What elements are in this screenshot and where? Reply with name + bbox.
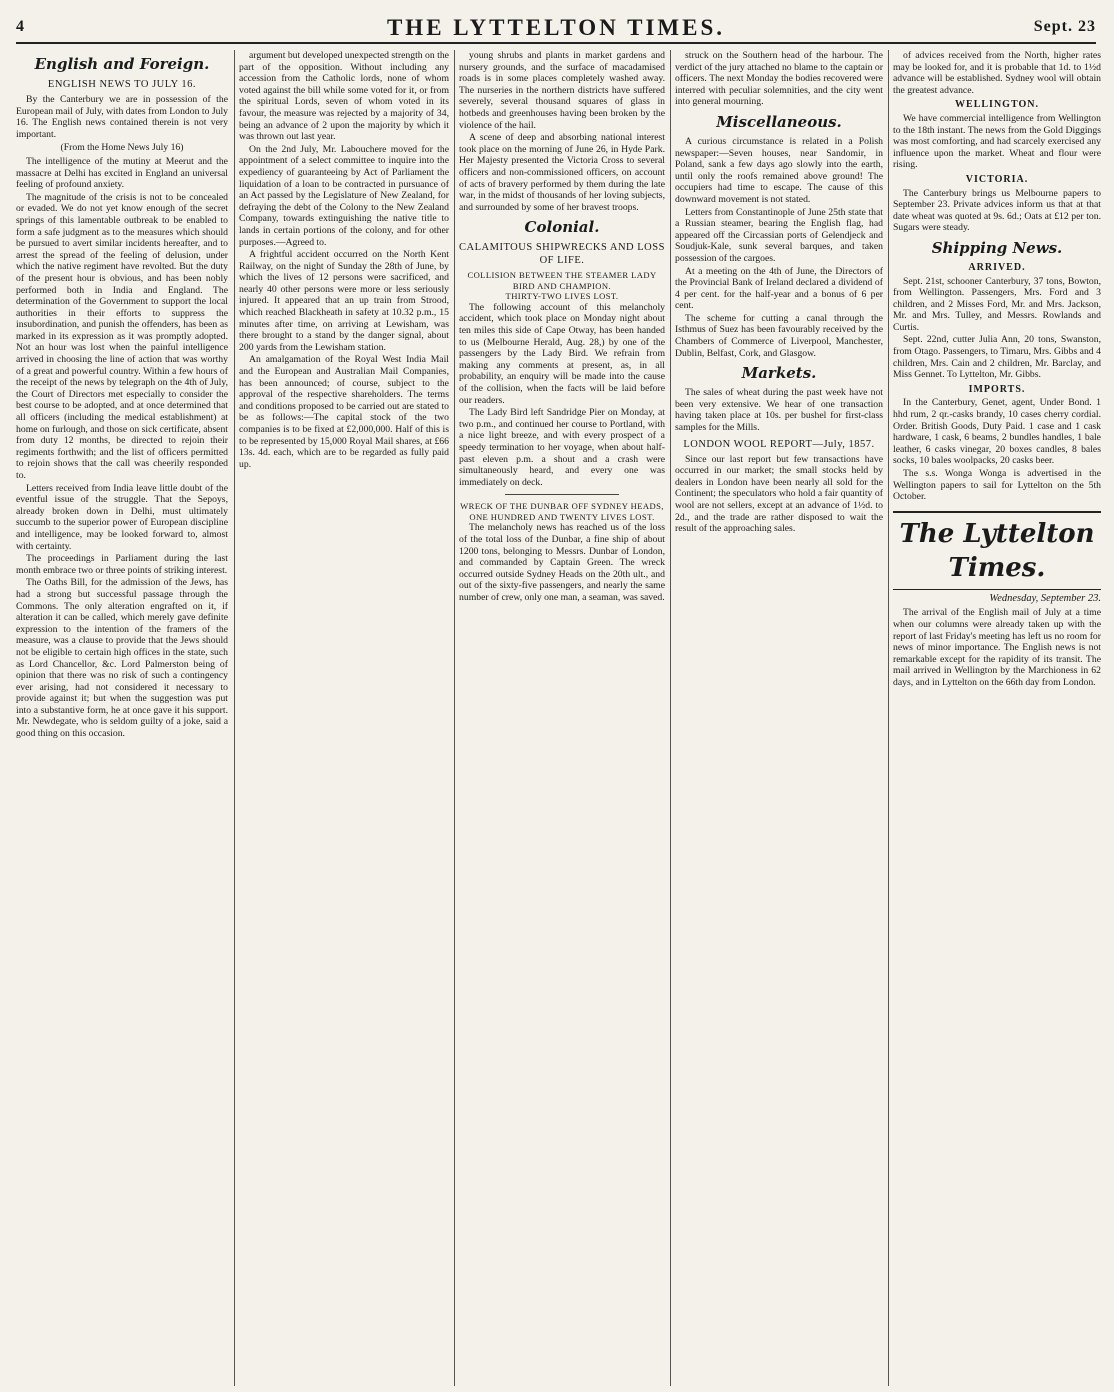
columns xyxy=(16,50,1100,1386)
issue-date: Sept. 23 xyxy=(1033,18,1096,35)
place-heading: VICTORIA. xyxy=(965,173,1029,185)
paragraph: At a meeting on the 4th of June, the Directors of the Provincial Bank of Ireland declared a dividend of 4 per cent. for the half-year and a bonus of 6 per cent. xyxy=(675,265,883,312)
paragraph: We have commercial intelligence from Wellington to the 18th instant. The news from the Gold Diggings was most comforting, and had scarcely exercised any influence upon the market. Wheat and flour were rising. xyxy=(893,112,1101,171)
paragraph: The Lady Bird left Sandridge Pier on Monday, at two p.m., and continued her course to Portland, with a nice light breeze, and with every prospect of a speedy termination to her voyage, when about half-past eleven p.m. a shout and a crash were simultaneously heard, and every one was immediately on deck. xyxy=(459,407,665,488)
article-subheadline: COLLISION BETWEEN THE STEAMER LADY BIRD AND CHAMPION. xyxy=(467,270,657,291)
paragraph: The arrival of the English mail of July at a time when our columns were already taken up with the report of last Friday's meeting has left us no room for news of minor importance. The English news is not remarkable except for the rapidity of its transit. The mail arrived in Wellington by the Marchioness in 62 days, and in Lyttelton on the 66th day from London. xyxy=(893,607,1101,688)
paragraph: The s.s. Wonga Wonga is advertised in the Wellington papers to sail for Lyttelton on the 5th October. xyxy=(893,468,1101,503)
paragraph: On the 2nd July, Mr. Labouchere moved for the appointment of a select committee to inquire into the expediency of guaranteeing by Act of Parliament the liquidation of a loan to be contracted in pursuance of an Act passed by the Legislature of New Zealand, for defraying the debt of the Colony to the New Zealand Company, towards extinguishing the native title to lands in certain portions of the colony, and for other purposes.—Agreed to. xyxy=(239,143,449,248)
paragraph: The proceedings in Parliament during the last month embrace two or three points of striking interest. xyxy=(16,553,228,576)
paragraph: The magnitude of the crisis is not to be concealed or evaded. We do not yet know enough of the secret springs of this lamentable outbreak to be enabled to form a safe judgment as to the measures which should be pursued to avert similar incidents hereafter, and to arrest the spread of the feeling of delusion, under which the native regiment have revolted. But the duty of the present hour is obvious, and has been nobly performed both in India and England. The determination of the Government to support the local authorities in their efforts to suppress the insubordination, and punish the offenders, has been as marked in its expression as it was promptly adopted. Not an hour was lost when the painful intelligence arrived in choosing the line of action that was worthy of a great and powerful country. Within a few hours of the receipt of the news by telegraph on the 4th of July, the Court of Directors met especially to consider the best course to be adopted, and at once determined that all officers (including the medical establishment) at home on furlough, and those on sick certificate, absent from duty 12 months, be directed to rejoin their regiments forthwith; and the list of officers permitted to rejoin shows that the call was cheerily responded to. xyxy=(16,191,228,481)
paragraph: The sales of wheat during the past week have not been very extensive. We hear of one transaction having taken place at 10s. per bushel for first-class samples for the Mills. xyxy=(675,387,883,434)
paragraph: Sept. 21st, schooner Canterbury, 37 tons, Bowton, from Wellington. Passengers, Mrs. Ford and 3 children, and 2 Misses Ford, Mr. and Mrs. Jackson, Mr. and Mrs. Tulley, and Messrs. Rowlands and Curtis. xyxy=(893,275,1101,333)
paragraph: The following account of this melancholy accident, which took place on Monday night about ten miles this side of Cape Otway, has been handed to us (Melbourne Herald, Aug. 28,) by one of the passengers by the Lady Bird. We refrain from making any comments at present, as, in all probability, an enquiry will be made into the cause of the collision, when the facts will be laid before our readers. xyxy=(459,301,665,406)
column-5 xyxy=(888,50,1101,1386)
paragraph: struck on the Southern head of the harbour. The verdict of the jury attached no blame to the captain or officers. The next Monday the bodies recovered were interred with peculiar solemnities, and the city went into general mourning. xyxy=(675,50,883,108)
column-2 xyxy=(234,50,453,1386)
divider xyxy=(505,494,618,495)
editorial-dateline: Wednesday, September 23. xyxy=(989,592,1101,604)
subsection-arrived: ARRIVED. xyxy=(968,261,1026,273)
paragraph: The Oaths Bill, for the admission of the Jews, has had a strong but successful passage through the Commons. The only alteration engrafted on it, if alteration it can be called, which merely gave definite expression to the intention of the framers of the measure, was a clause to provide that the Jews should not be eligible to certain high offices in the state, such as Lord Chancellor, &c. Lord Palmerston being of opinion that there was no risk of such a contingency ever arising, had not considered it necessary to provide against it; but when the suggestion was put into a substantive form, he at once gave it his support. Mr. Newdegate, who is seldom guilty of a joke, said a good thing on this occasion. xyxy=(16,577,228,740)
paragraph: argument but developed unexpected strength on the part of the opposition. Without including any accession from the Catholic lords, none of whom voted against the bill while some voted for it, or from the spiritual Lords, seven of whom voted in its favour, the measure was rejected by a majority of 34, being an advance of 2 upon the majority by which it was thrown out last year. xyxy=(239,50,449,143)
paragraph: The intelligence of the mutiny at Meerut and the massacre at Delhi has excited in England an universal feeling of profound anxiety. xyxy=(16,155,228,191)
subsection-imports: IMPORTS. xyxy=(968,383,1026,395)
paragraph: Since our last report but few transactions have occurred in our market; the small stocks held by dealers in London have been nearly all sold for the Continent; the speculators who hold a fair quantity of wool are not sellers, except at an advance of 1½d. to 2d., and the trade are rather disposed to wait the result of the approaching sales. xyxy=(675,453,883,535)
article-subheadline: THIRTY-TWO LIVES LOST. xyxy=(505,291,619,302)
paragraph: By the Canterbury we are in possession of the European mail of July, with dates from London to July 16. The English news contained therein is not very important. xyxy=(16,94,228,140)
paragraph: The scheme for cutting a canal through the Isthmus of Suez has been favourably received by the Chambers of Commerce of Liverpool, Manchester, Dublin, Belfast, Cork, and Glasgow. xyxy=(675,312,883,359)
paragraph: The melancholy news has reached us of the loss of the total loss of the Dunbar, a fine ship of about 1200 tons, belonging to Messrs. Dunbar of London, and commanded by Captain Green. The wreck occurred outside Sydney Heads on the 20th ult., and out of the sixty-five passengers, and nearly the same number of crew, only one man, a seaman, was saved. xyxy=(459,522,665,603)
section-heading-miscellaneous: Miscellaneous. xyxy=(716,112,842,131)
paragraph: young shrubs and plants in market gardens and nursery grounds, and the surface of macadamised roads is in some places completely washed away. The nurseries in the northern districts have suffered severely, several thousand squares of glass in hotbeds and greenhouses having been broken by the violence of the hail. xyxy=(459,50,665,131)
paragraph: The Canterbury brings us Melbourne papers to September 23. Private advices inform us that at that date wheat was quoted at 9s. 6d.; Oats at £12 per ton. Sugars were steady. xyxy=(893,187,1101,234)
article-headline: WRECK OF THE DUNBAR OFF SYDNEY HEADS, ONE HUNDRED AND TWENTY LIVES LOST. xyxy=(460,501,664,522)
section-heading-markets: Markets. xyxy=(741,364,817,383)
paragraph: Letters received from India leave little doubt of the eventful issue of the struggle. That the Sepoys, already broken down in Delhi, must ultimately succumb to the superior power of European discipline and intelligence, may be looked forward to, almost with certainty. xyxy=(16,482,228,552)
column-4 xyxy=(670,50,887,1386)
article-headline: LONDON WOOL REPORT—July, 1857. xyxy=(683,438,875,450)
section-heading-english-foreign: English and Foreign. xyxy=(34,55,210,73)
article-headline: ENGLISH NEWS TO JULY 16. xyxy=(47,79,197,90)
paragraph: A curious circumstance is related in a Polish newspaper:—Seven houses, near Sandomir, in Poland, sank a few days ago slowly into the earth, until only the roofs remained above ground! The occupiers had time to escape. The cause of this downward movement is not stated. xyxy=(675,135,883,205)
page-number: 4 xyxy=(16,18,24,35)
masthead xyxy=(16,12,1096,44)
article-headline: CALAMITOUS SHIPWRECKS AND LOSS OF LIFE. xyxy=(459,242,665,267)
section-heading-shipping-news: Shipping News. xyxy=(931,238,1063,257)
section-heading-colonial: Colonial. xyxy=(524,218,600,237)
editorial-title: The Lyttelton Times. xyxy=(893,511,1101,590)
paragraph: A scene of deep and absorbing national interest took place on the morning of June 26, in Hyde Park. Her Majesty presented the Victoria Cross to several officers and non-commissioned officers, on account of acts of bravery performed by them during the late war, in the midst of thousands of her loving subjects, and surrounded by some of her bravest troops. xyxy=(459,132,665,213)
source-line: (From the Home News July 16) xyxy=(60,142,184,154)
paragraph: A frightful accident occurred on the North Kent Railway, on the night of Sunday the 28th of June, by which the lives of 12 persons were sacrificed, and nearly 40 other persons were more or less seriously injured. It appeared that an up train from Strood, which reached Blackheath in safety at 10.32 p.m., 15 minutes after time, on arriving at Lewisham, was there brought to a stand by the danger signal, about 200 yards from the Lewisham station. xyxy=(239,249,449,353)
column-3 xyxy=(454,50,669,1386)
paragraph: Letters from Constantinople of June 25th state that a Russian steamer, bearing the English flag, had appeared off the Circassian ports of Gelendjeck and Soudjuk-Kale, sunk several barques, and taken possession of the cargoes. xyxy=(675,206,883,264)
paragraph: In the Canterbury, Genet, agent, Under Bond. 1 hhd rum, 2 qr.-casks brandy, 10 cases cherry cordial. Order. British Goods, Duty Paid. 1 case and 1 cask hardware, 1 cask, 6 beams, 2 bundles handles, 1 bale leather, 6 casks vinegar, 20 boxes candles, 8 bales socks, 10 bales woolpacks, 20 casks beer. xyxy=(893,397,1101,467)
paragraph: Sept. 22nd, cutter Julia Ann, 20 tons, Swanston, from Otago. Passengers, to Timaru, Mrs. Gibbs and 4 children, Mrs. Cain and 2 children, Mr. Barclay, and Miss Gennet. To Lyttelton, Mr. Gibbs. xyxy=(893,334,1101,381)
newspaper-title: THE LYTTELTON TIMES. xyxy=(386,15,726,40)
paragraph: An amalgamation of the Royal West India Mail and the European and Australian Mail Companies, has been announced; of course, subject to the approval of the respective shareholders. The terms and conditions proposed to be carried out are stated to be as follows:—The capital stock of the two companies is to be fixed at £2,000,000. Half of this is to be represented by 15,000 Royal Mail shares, at £66 13s. 4d. each, which are to be regarded as fully paid up. xyxy=(239,354,449,470)
column-1 xyxy=(16,50,232,1386)
place-heading: WELLINGTON. xyxy=(955,99,1039,111)
paragraph: of advices received from the North, higher rates may be looked for, and it is probable that 1d. to 1½d advance will be established. Sydney wool will obtain the greatest advance. xyxy=(893,50,1101,96)
